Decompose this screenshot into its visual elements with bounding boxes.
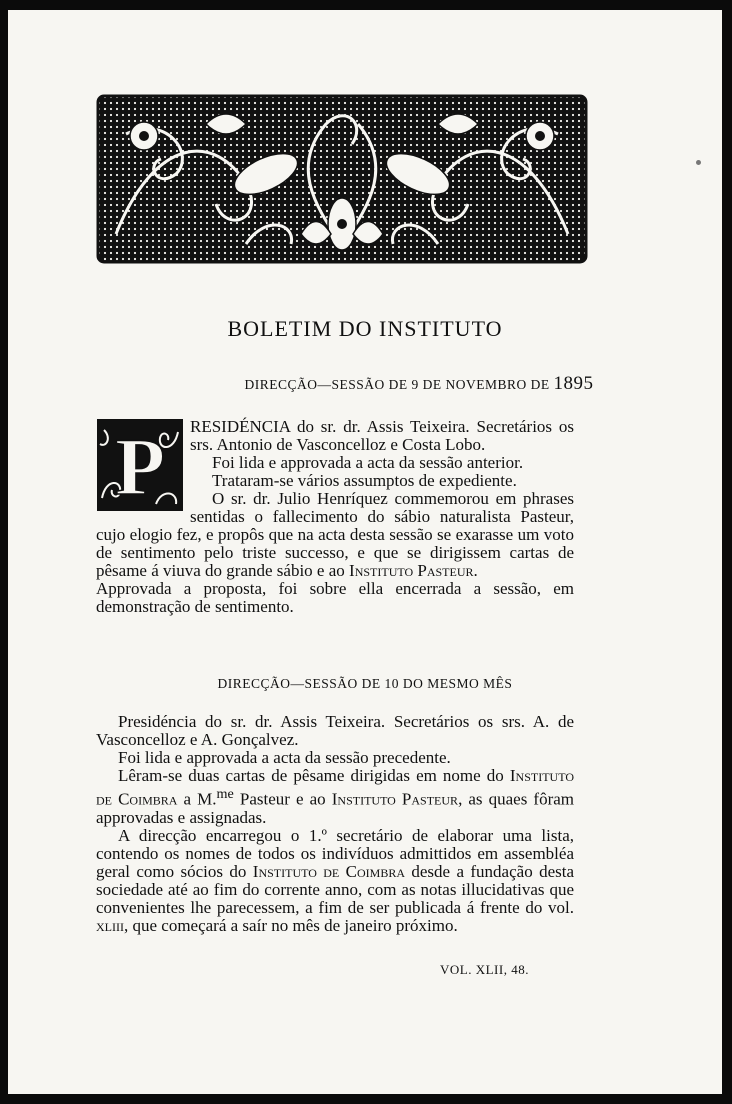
page [8,10,722,1094]
session1-heading-text: DIRECÇÃO—SESSÃO DE 9 DE NOVEMBRO DE [244,377,554,392]
session2-paragraph [96,767,574,827]
text-run: Pasteur e ao [233,789,332,809]
session2-paragraph [96,827,574,935]
institution-name: Instituto de Coimbra [252,861,405,881]
session2-heading: DIRECÇÃO—SESSÃO DE 10 DO MESMO MÊS [217,676,513,691]
journal-title: BOLETIM DO INSTITUTO [227,316,503,341]
session1-paragraph: Approvada a proposta, foi sobre ella encerrada a sessão, em demonstração de sentimento. [96,579,574,616]
text-run: , que começará a saír no mês de janeiro próximo. [123,915,458,935]
text-run: . [473,561,478,580]
floral-birds-ornament-icon [96,94,588,264]
text-run: , as quaes fôram approvadas e assignadas. [96,789,575,827]
session1-body [96,418,574,616]
institution-name: Instituto Pasteur [331,789,459,809]
text-run: A direcção encarregou o 1.º secretário de elaborar uma lista, contendo os nomes de todos os indivíduos admittidos em assembléa geral como sócios do [96,825,574,881]
signature-mark: VOL. XLII, 48. [440,962,529,977]
session2-paragraph: Foi lida e approvada a acta da sessão precedente. [118,748,451,767]
session1-paragraph: Trataram-se vários assumptos de expediente. [212,471,517,490]
ink-spot [696,160,701,165]
session1-paragraph: Foi lida e approvada a acta da sessão anterior. [212,453,524,472]
session2-paragraph: Presidéncia do sr. dr. Assis Teixeira. Secretários os srs. A. de Vasconcelloz e A. Gonçalvez. [96,712,574,749]
institution-name: Instituto Pasteur [349,561,474,580]
session1-paragraph: RESIDÉNCIA do sr. dr. Assis Teixeira. Secretários os srs. Antonio de Vasconcelloz e Costa Lobo. [190,417,574,454]
dropcap-letter-icon [96,418,184,512]
session1-heading [62,373,732,395]
institution-name: Instituto de Coimbra [96,766,574,809]
superscript: me [216,786,234,802]
dropcap-letter: P [114,421,166,512]
session2-body [96,713,574,935]
volume-number: xliii [96,915,124,935]
text-run: O sr. dr. Julio Henríquez commemorou em phrases sentidas o fallecimento do sábio naturalista Pasteur, cujo elogio fez, e propôs que na acta desta sessão se exarasse um voto de sentimento pelo triste successo, e que se dirigissem cartas de pêsame á viuva do grande sábio e ao [96,489,574,580]
text-run: Lêram-se duas cartas de pêsame dirigidas em nome do [118,766,510,785]
text-run: a M. [177,789,217,809]
session1-heading-year: 1895 [553,373,594,394]
text-run: desde a fundação desta sociedade até ao fim do corrente anno, com as notas illucidativas que convenientes lhe parecessem, a fim de ser publicada á frente do vol. [96,861,575,917]
